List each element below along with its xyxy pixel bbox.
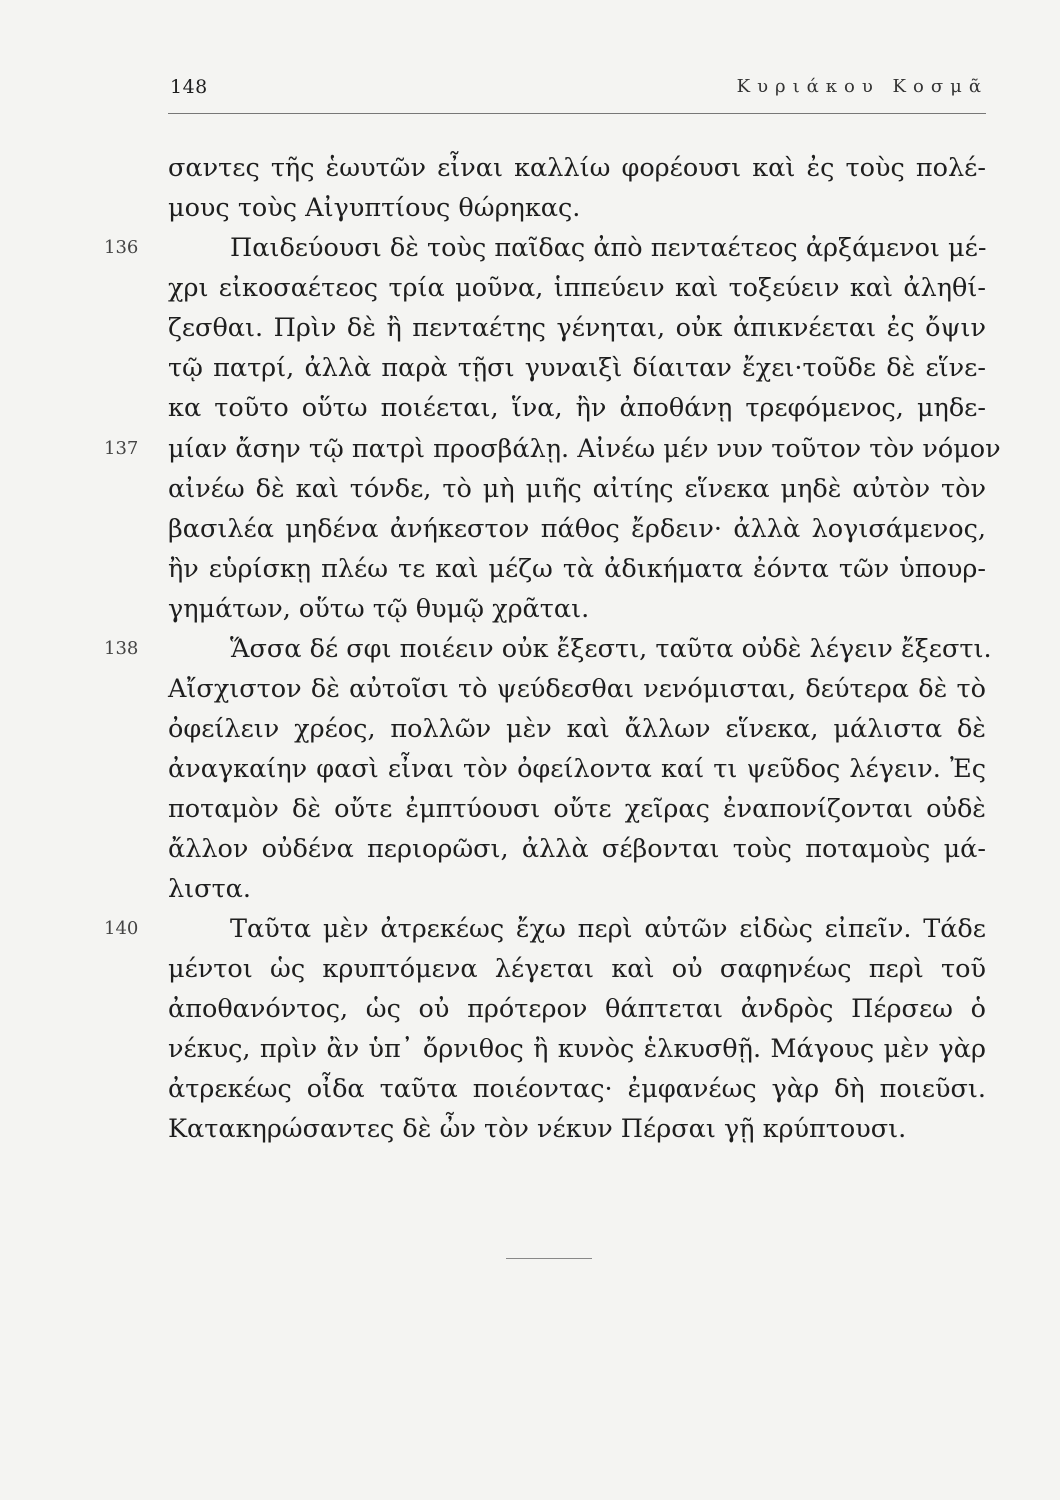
text-line: Ἅσσα δέ σφι ποιέειν οὐκ ἔξεστι, ταῦτα οὐδὲ λέγειν ἔξεστι. (230, 634, 992, 664)
text-line: μίαν ἄσην τῷ πατρὶ προσβάλῃ. Αἰνέω μέν νυν τοῦτον τὸν νόμον (168, 434, 1001, 464)
text-line: σαντες τῆς ἑωυτῶν εἶναι καλλίω φορέουσι καὶ ἐς τοὺς πολέ- (168, 153, 986, 183)
text-line: λιστα. (168, 874, 251, 904)
text-line: μους τοὺς Αἰγυπτίους θώρηκας. (168, 193, 581, 223)
text-line: ἀποθανόντος, ὡς οὐ πρότερον θάπτεται ἀνδρὸς Πέρσεω ὁ (168, 994, 986, 1024)
text-line: αἰνέω δὲ καὶ τόνδε, τὸ μὴ μιῆς αἰτίης εἵνεκα μηδὲ αὐτὸν τὸν (168, 474, 986, 504)
margin-number: 138 (104, 638, 139, 659)
running-head: Κυριάκου Κοσμᾶ (736, 76, 988, 97)
header-rule (168, 113, 986, 114)
text-line: ἄλλον οὐδένα περιορῶσι, ἀλλὰ σέβονται τοὺς ποταμοὺς μά- (168, 834, 986, 864)
text-line: ὀφείλειν χρέος, πολλῶν μὲν καὶ ἄλλων εἵνεκα, μάλιστα δὲ (168, 714, 986, 744)
text-line: γημάτων, οὕτω τῷ θυμῷ χρᾶται. (168, 594, 590, 624)
text-line: ζεσθαι. Πρὶν δὲ ἢ πενταέτης γένηται, οὐκ ἀπικνέεται ἐς ὄψιν (168, 313, 986, 343)
end-rule (506, 1258, 592, 1259)
text-line: ποταμὸν δὲ οὔτε ἐμπτύουσι οὔτε χεῖρας ἐναπονίζονται οὐδὲ (168, 794, 986, 824)
text-line: Αἴσχιστον δὲ αὐτοῖσι τὸ ψεύδεσθαι νενόμισται, δεύτερα δὲ τὸ (168, 674, 986, 704)
margin-number: 136 (104, 237, 139, 258)
page-number: 148 (170, 76, 208, 98)
text-line: ἀναγκαίην φασὶ εἶναι τὸν ὀφείλοντα καί τι ψεῦδος λέγειν. Ἐς (168, 754, 986, 784)
text-line: ἀτρεκέως οἶδα ταῦτα ποιέοντας· ἐμφανέως γὰρ δὴ ποιεῦσι. (168, 1074, 986, 1104)
text-line: χρι εἰκοσαέτεος τρία μοῦνα, ἱππεύειν καὶ τοξεύειν καὶ ἀληθί- (168, 273, 986, 303)
text-line: ἢν εὑρίσκῃ πλέω τε καὶ μέζω τὰ ἀδικήματα ἐόντα τῶν ὑπουρ- (168, 554, 986, 584)
text-line: κα τοῦτο οὕτω ποιέεται, ἵνα, ἢν ἀποθάνῃ τρεφόμενος, μηδε- (168, 393, 986, 423)
margin-number: 140 (104, 918, 139, 939)
text-line: νέκυς, πρὶν ἂν ὑπ᾽ ὄρνιθος ἢ κυνὸς ἑλκυσθῇ. Μάγους μὲν γὰρ (168, 1034, 986, 1064)
text-line: Κατακηρώσαντες δὲ ὦν τὸν νέκυν Πέρσαι γῇ κρύπτουσι. (168, 1114, 907, 1144)
text-line: τῷ πατρί, ἀλλὰ παρὰ τῇσι γυναιξὶ δίαιταν ἔχει·τοῦδε δὲ εἵνε- (168, 353, 986, 383)
text-line: μέντοι ὡς κρυπτόμενα λέγεται καὶ οὐ σαφηνέως περὶ τοῦ (168, 954, 986, 984)
margin-number: 137 (104, 438, 139, 459)
text-line: βασιλέα μηδένα ἀνήκεστον πάθος ἔρδειν· ἀλλὰ λογισάμενος, (168, 514, 986, 544)
text-line: Παιδεύουσι δὲ τοὺς παῖδας ἀπὸ πενταέτεος ἀρξάμενοι μέ- (230, 233, 987, 263)
text-line: Ταῦτα μὲν ἀτρεκέως ἔχω περὶ αὐτῶν εἰδὼς εἰπεῖν. Τάδε (230, 914, 986, 944)
